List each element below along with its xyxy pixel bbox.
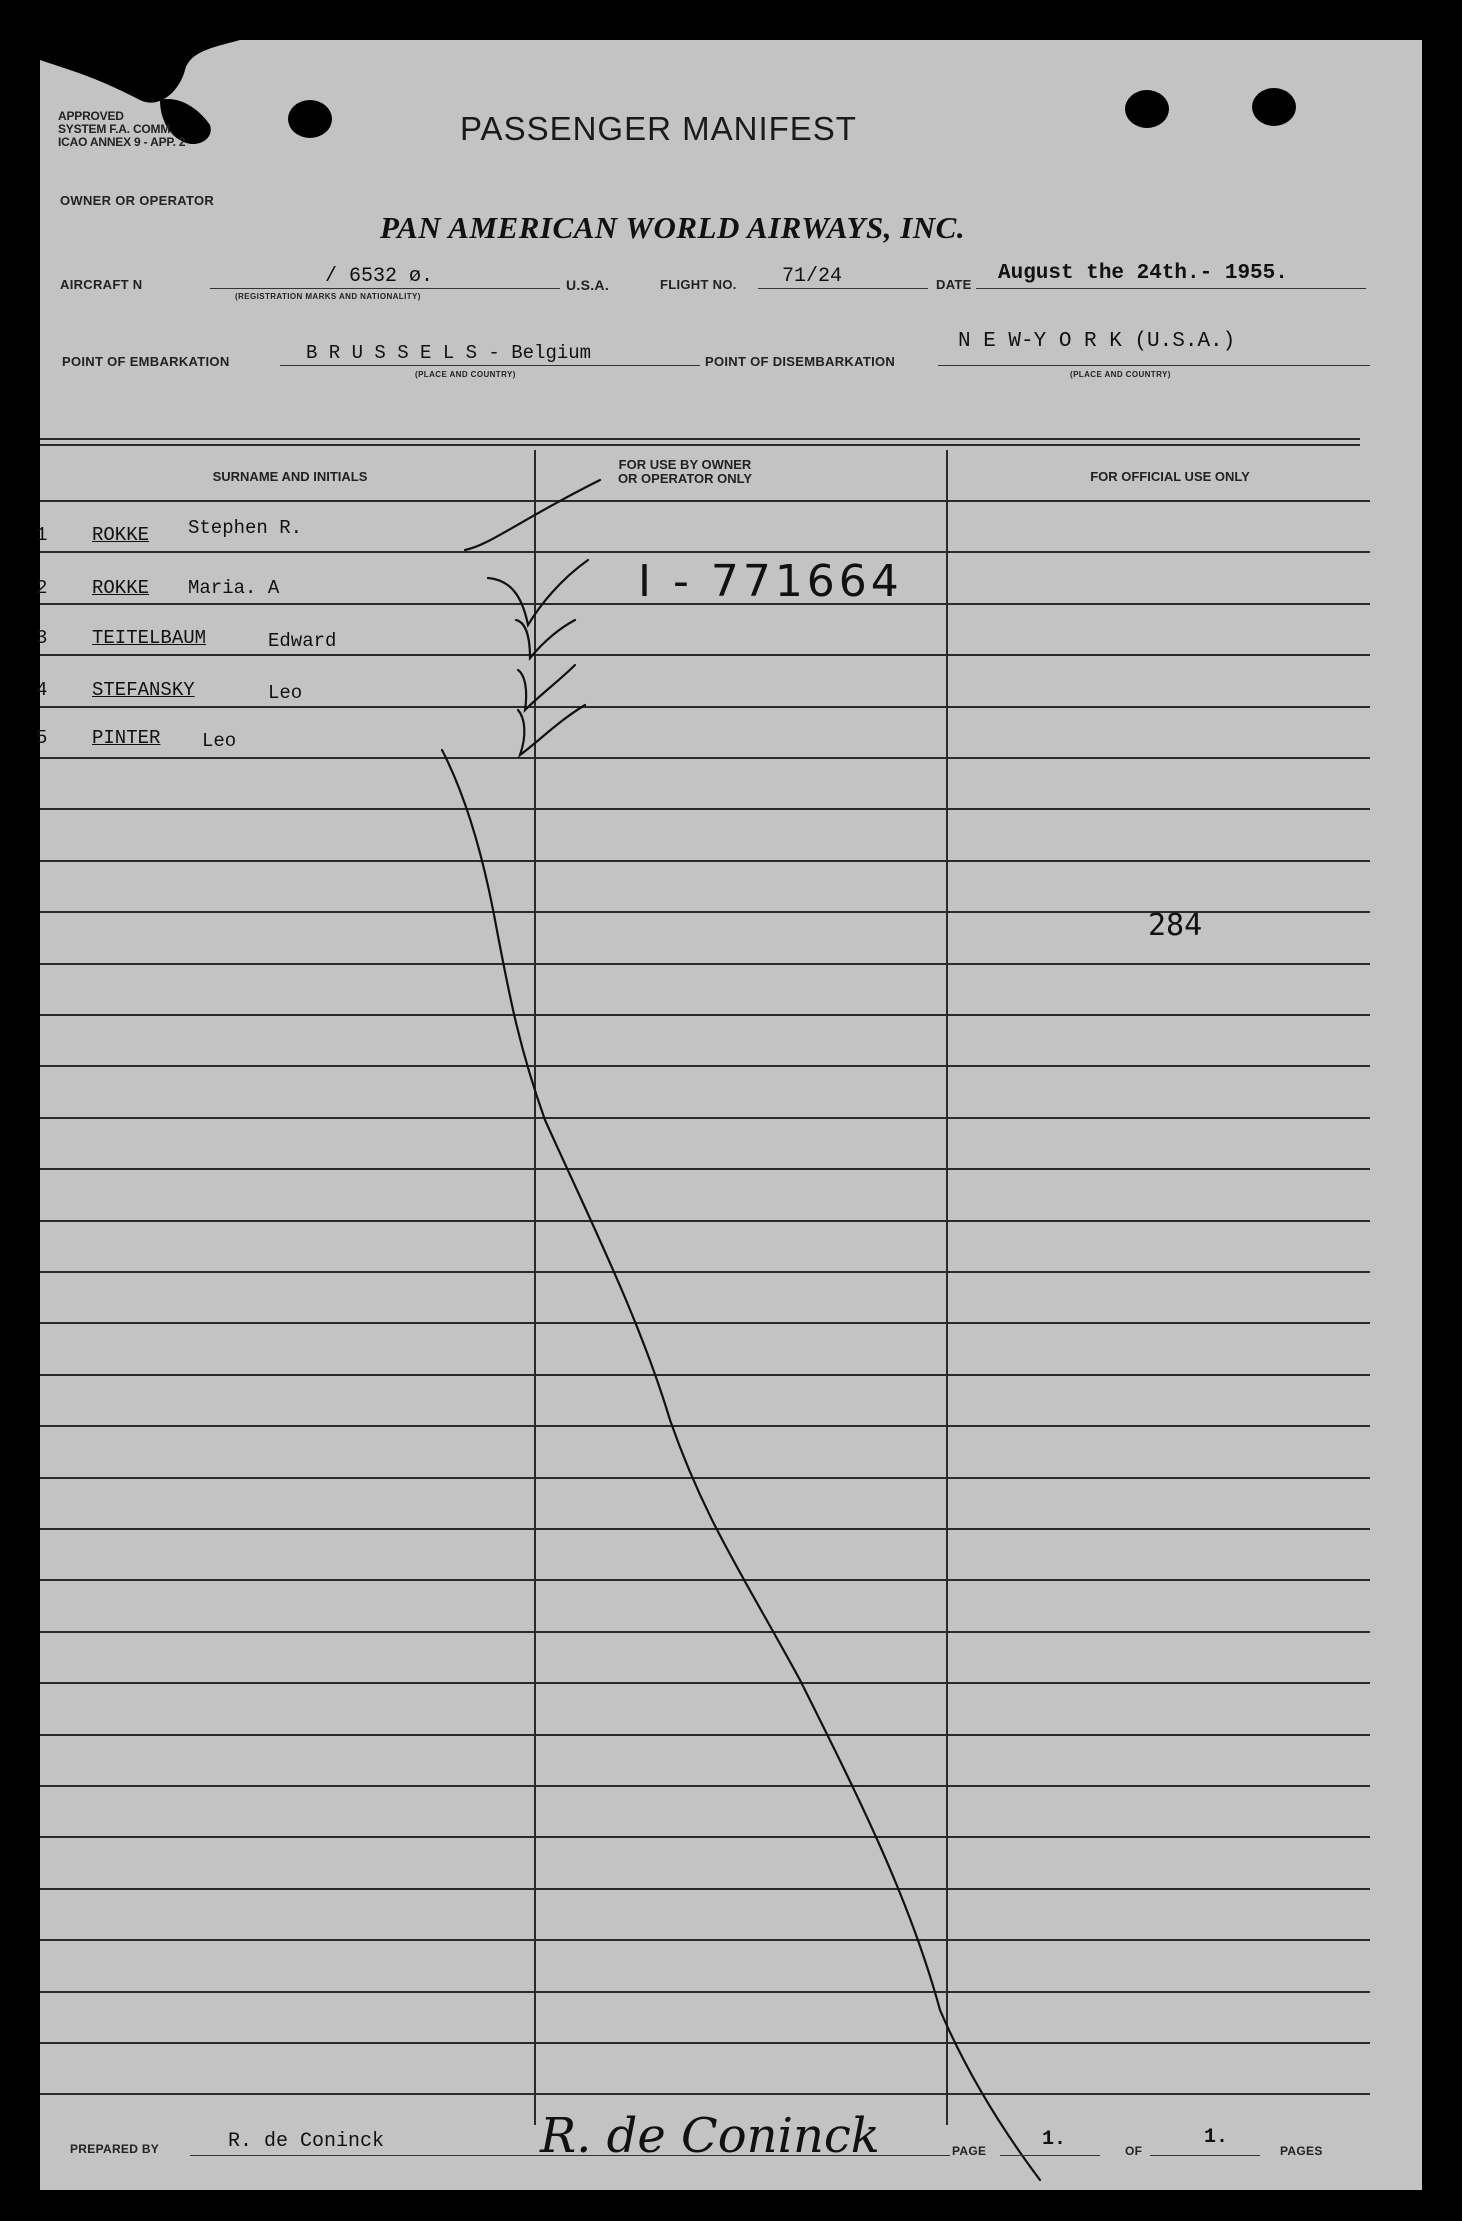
operator-note: I - 771664 <box>638 556 903 607</box>
page-label: PAGE <box>952 2144 987 2158</box>
official-note: 284 <box>1148 908 1203 943</box>
disembarkation-point: N E W-Y O R K (U.S.A.) <box>958 330 1236 353</box>
passenger-surname: TEITELBAUM <box>92 627 207 649</box>
pages-label: PAGES <box>1280 2144 1323 2158</box>
page-total-underline <box>1150 2155 1260 2156</box>
check-mark-1 <box>465 480 600 550</box>
passenger-surname: STEFANSKY <box>92 679 195 701</box>
embarkation-point: B R U S S E L S - Belgium <box>306 342 592 364</box>
cross-out-line <box>442 750 1040 2180</box>
operator-name: PAN AMERICAN WORLD AIRWAYS, INC. <box>380 210 966 245</box>
aircraft-label: AIRCRAFT N <box>60 277 143 292</box>
check-mark-3 <box>516 620 575 658</box>
pen-marks <box>40 40 1422 2190</box>
embarkation-note: (PLACE AND COUNTRY) <box>415 370 516 379</box>
usa-label: U.S.A. <box>566 277 610 293</box>
manifest-sheet <box>36 40 1422 2190</box>
page-number: 1. <box>1042 2128 1067 2151</box>
approval-line: APPROVED <box>58 109 124 123</box>
row-number: 3 <box>36 627 48 649</box>
approval-line: SYSTEM F.A. COMM. <box>58 122 174 136</box>
disembarkation-label: POINT OF DISEMBARKATION <box>705 354 896 369</box>
page-total: 1. <box>1204 2126 1229 2149</box>
prepared-by-label: PREPARED BY <box>70 2142 160 2156</box>
preparer-signature: R. de Coninck <box>540 2108 880 2164</box>
date-label: DATE <box>936 277 972 292</box>
check-mark-5 <box>518 705 585 755</box>
row-number: 1 <box>36 524 48 546</box>
embarkation-label: POINT OF EMBARKATION <box>62 354 230 369</box>
flight-label: FLIGHT NO. <box>660 277 737 292</box>
passenger-surname: PINTER <box>92 727 161 749</box>
aircraft-registration: / 6532 ø. <box>325 265 434 288</box>
surname-column-header: SURNAME AND INITIALS <box>212 469 368 484</box>
check-mark-2 <box>488 560 588 625</box>
form-title: PASSENGER MANIFEST <box>460 110 857 147</box>
passenger-given-name: Leo <box>268 682 303 704</box>
row-number: 5 <box>36 727 48 749</box>
owner-column-header-line: FOR USE BY OWNER <box>618 457 752 472</box>
row-number: 2 <box>36 577 48 599</box>
check-mark-4 <box>518 665 575 710</box>
page-underline <box>1000 2155 1100 2156</box>
approval-line: ICAO ANNEX 9 - APP. 2 <box>58 135 186 149</box>
passenger-given-name: Maria. A <box>188 577 280 599</box>
row-number: 4 <box>36 679 48 701</box>
owner-column-header-line: OR OPERATOR ONLY <box>617 471 753 486</box>
prepared-by-name: R. de Coninck <box>228 2130 385 2153</box>
of-label: OF <box>1125 2144 1143 2158</box>
flight-date: August the 24th.- 1955. <box>998 262 1288 285</box>
official-column-header: FOR OFFICIAL USE ONLY <box>1090 469 1250 484</box>
passenger-surname: ROKKE <box>92 524 150 546</box>
passenger-given-name: Leo <box>202 730 237 752</box>
disembarkation-note: (PLACE AND COUNTRY) <box>1070 370 1171 379</box>
passenger-given-name: Stephen R. <box>188 517 303 539</box>
owner-label: OWNER OR OPERATOR <box>60 193 215 208</box>
passenger-given-name: Edward <box>268 630 337 652</box>
registration-note: (REGISTRATION MARKS AND NATIONALITY) <box>235 292 421 301</box>
passenger-surname: ROKKE <box>92 577 150 599</box>
flight-number: 71/24 <box>782 265 843 288</box>
